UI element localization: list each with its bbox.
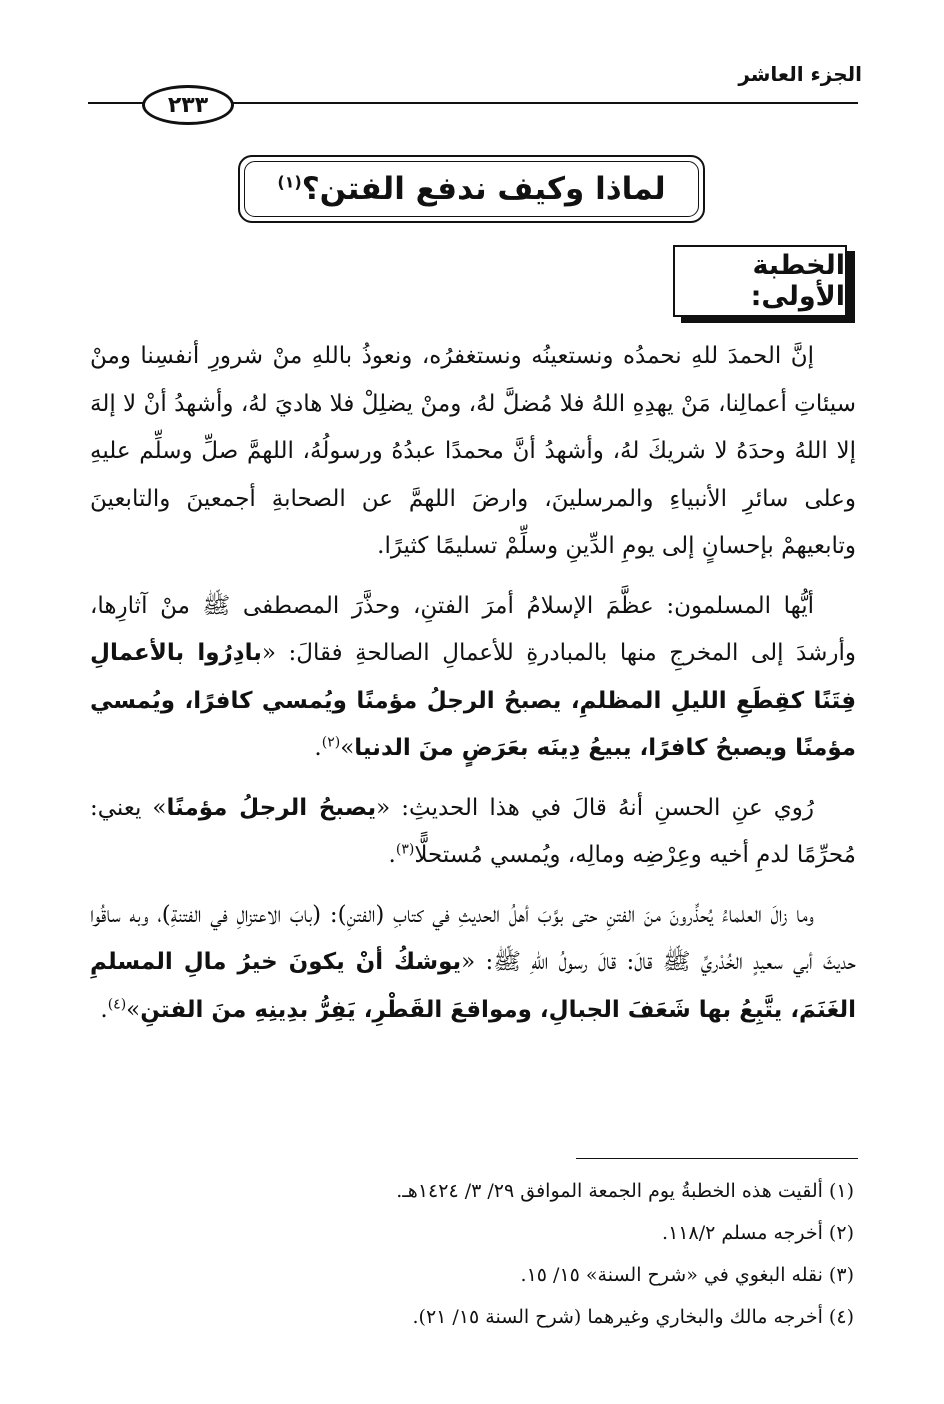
paragraph-fitan [90,583,856,773]
title-frame [238,155,705,223]
footnote-ref-4: (٤) [107,995,127,1012]
p3-end: . [388,842,396,868]
p4-intro: وما زالَ العلماءُ يُحذِّرونَ منَ الفتنِ حتى بوَّبَ أهلُ الحديثِ في كتابِ (الفتنِ): (بابَ الاعتزالِ في الفتنةِ)، وبه ساقُوا حديثَ أبي سعيدٍ الخُدْريِّ ﷺ قالَ: قالَ رسولُ اللهِ ﷺ: « [90,901,856,975]
p2-intro: أيُّها المسلمون: عظَّمَ الإسلامُ أمرَ الفتنِ، وحذَّرَ المصطفى ﷺ منْ آثارِها، وأرشدَ إلى المخرجِ منها بالمبادرةِ للأعمالِ الصالحةِ فقالَ: « [90,592,856,666]
paragraph-opening: إنَّ الحمدَ للهِ نحمدُه ونستعينُه ونستغفرُه، ونعوذُ باللهِ منْ شرورِ أنفسِنا ومنْ سيئاتِ أعمالِنا، مَنْ يهدِهِ اللهُ فلا مُضلَّ لهُ، ومنْ يضلِلْ فلا هاديَ لهُ، وأشهدُ أنْ لا إلهَ إلا اللهُ وحدَهُ لا شريكَ لهُ، وأشهدُ أنَّ محمدًا عبدُهُ ورسولُهُ، اللهمَّ صلِّ وسلِّم عليهِ وعلى سائرِ الأنبياءِ والمرسلينَ، وارضَ اللهمَّ عن الصحابةِ أجمعينَ والتابعينَ وتابعيهمْ بإحسانٍ إلى يومِ الدِّينِ وسلِّمْ تسليمًا كثيرًا. [90,343,856,559]
p3-rest: » يعني: مُحرِّمًا لدمِ أخيه وعِرْضِه ومالِه، ويُمسي مُستحلًّا [90,794,856,868]
p4-end: . [100,996,108,1023]
footnote-rule [576,1158,858,1159]
footnote-1: (١) ألقيت هذه الخطبةُ يوم الجمعة الموافق ٢٩/ ٣/ ١٤٢٤هـ. [396,1180,854,1202]
p2-close: » [340,735,355,761]
page-number: ٢٣٣ [142,85,234,125]
running-head: الجزء العاشر [738,62,862,86]
footnote-4: (٤) أخرجه مالك والبخاري وغيرهما (شرح السنة ١٥/ ٢١). [412,1306,854,1328]
title-frame-inner [244,161,699,217]
sermon-title [277,171,665,207]
sermon-body [90,333,856,1034]
footnote-2: (٢) أخرجه مسلم ١١٨/٢. [662,1222,854,1244]
section-heading-label: الخطبة الأولى: [673,245,847,317]
section-heading [673,245,855,323]
p2-hadith: بادِرُوا بالأعمالِ فِتَنًا كقِطَعِ الليلِ المظلمِ، يصبحُ الرجلُ مؤمنًا ويُمسي كافرًا، ويُمسي مؤمنًا ويصبحُ كافرًا، يبيعُ دِينَه بعَرَضٍ منَ الدنيا [90,640,856,761]
p3-quote: يصبحُ الرجلُ مؤمنًا [166,794,377,821]
p4-hadith: يوشكُ أنْ يكونَ خيرُ مالِ المسلمِ الغَنَمَ، يتَّبِعُ بها شَعَفَ الجبالِ، ومواقعَ القَطْرِ، يَفِرُّ بدِينِهِ منَ الفتنِ [90,949,856,1023]
footnotes [154,1170,854,1338]
p4-close: » [126,996,141,1023]
sermon-title-text: لماذا وكيف ندفع الفتن؟ [301,171,666,207]
footnote-3: (٣) نقله البغوي في «شرح السنة» ١٥/ ١٥. [520,1264,854,1286]
footnote-ref-3: (٣) [395,841,415,858]
title-footnote-ref: (١) [277,172,302,192]
paragraph-iitizal [90,892,856,1035]
paragraph-hasan [90,785,856,880]
p3-intro: رُوي عنِ الحسنِ أنهُ قالَ في هذا الحديثِ: « [376,794,814,821]
p2-end: . [314,735,322,761]
footnote-ref-2: (٢) [321,734,341,751]
